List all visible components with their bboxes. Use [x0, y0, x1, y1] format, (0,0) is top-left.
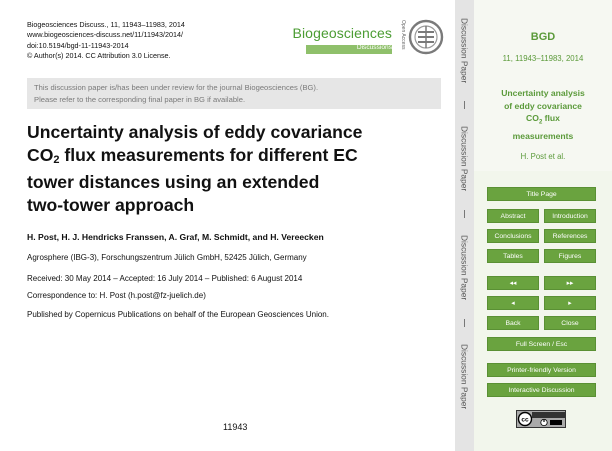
volume-reference: 11, 11943–11983, 2014 [502, 54, 584, 63]
panel-title [474, 87, 612, 142]
discussion-paper-label: Discussion Paper [459, 235, 470, 301]
page-number: 11943 [223, 422, 248, 432]
license-line: © Author(s) 2014. CC Attribution 3.0 License. [27, 51, 171, 61]
title-line: Uncertainty analysis of eddy covariance [27, 122, 363, 142]
title-line: tower distances using an extended [27, 172, 320, 193]
journal-url[interactable]: www.biogeosciences-discuss.net/11/11943/2014/ [27, 30, 183, 40]
review-notice-line: Please refer to the corresponding final paper in BG if available. [34, 95, 246, 104]
abstract-button[interactable]: Abstract [487, 209, 539, 223]
journal-logo [292, 18, 450, 58]
full-screen-button[interactable]: Full Screen / Esc [487, 337, 596, 351]
printer-friendly-button[interactable]: Printer-friendly Version [487, 363, 596, 377]
strip-separator [464, 101, 465, 109]
close-button[interactable]: Close [544, 316, 596, 330]
back-button[interactable]: Back [487, 316, 539, 330]
discussion-paper-strip [455, 0, 474, 451]
creative-commons-icon[interactable] [516, 410, 566, 428]
previous-page-button[interactable]: ◂ [487, 296, 539, 310]
doi: doi:10.5194/bgd-11-11943-2014 [27, 40, 129, 50]
received-dates: Received: 30 May 2014 – Accepted: 16 July 2014 – Published: 6 August 2014 [27, 274, 303, 283]
citation-meta [27, 20, 185, 62]
panel-authors: H. Post et al. [520, 152, 566, 161]
journal-subtitle: Discussions [356, 44, 392, 51]
discussion-paper-label: Discussion Paper [459, 18, 470, 84]
svg-text:cc: cc [521, 416, 529, 424]
references-button[interactable]: References [544, 229, 596, 243]
journal-abbreviation: BGD [530, 31, 556, 43]
open-access-label [395, 18, 405, 58]
egu-logo-icon [408, 18, 444, 56]
title-co: CO [27, 144, 54, 165]
citation-line: Biogeosciences Discuss., 11, 11943–11983, 2014 [27, 20, 185, 29]
paper-title [27, 121, 362, 216]
title-line: two-tower approach [27, 194, 195, 215]
panel-header [474, 0, 612, 171]
open-access-text: Open Access [400, 20, 406, 50]
first-page-button[interactable]: ◂◂ [487, 276, 539, 290]
review-notice-line: This discussion paper is/has been under review for the journal Biogeosciences (BG). [34, 83, 319, 92]
authors: H. Post, H. J. Hendricks Franssen, A. Graf, M. Schmidt, and H. Vereecken [27, 232, 324, 242]
panel-title-line: Uncertainty analysis [501, 88, 585, 98]
figures-button[interactable]: Figures [544, 249, 596, 263]
affiliation: Agrosphere (IBG-3), Forschungszentrum Jülich GmbH, 52425 Jülich, Germany [27, 253, 307, 262]
title-page-button[interactable]: Title Page [487, 187, 596, 201]
title-rest: flux measurements for different EC [59, 144, 358, 165]
title-subscript: 2 [53, 153, 60, 166]
last-page-button[interactable]: ▸▸ [544, 276, 596, 290]
interactive-discussion-button[interactable]: Interactive Discussion [487, 383, 596, 397]
panel-title-line: of eddy covariance [504, 100, 582, 111]
journal-name: Biogeosciences [292, 25, 392, 41]
next-page-button[interactable]: ▸ [544, 296, 596, 310]
introduction-button[interactable]: Introduction [544, 209, 596, 223]
navigation-panel [474, 0, 612, 451]
panel-title-line: $CO_2$ flux [526, 113, 560, 126]
title-line [27, 144, 362, 172]
strip-separator [464, 319, 465, 327]
strip-separator [464, 210, 465, 218]
panel-title-line: measurements [512, 130, 574, 141]
discussion-paper-label: Discussion Paper [459, 344, 470, 410]
review-notice [27, 78, 441, 109]
publisher-note: Published by Copernicus Publications on behalf of the European Geosciences Union. [27, 310, 329, 319]
conclusions-button[interactable]: Conclusions [487, 229, 539, 243]
discussion-paper-label: Discussion Paper [459, 126, 470, 192]
correspondence: Correspondence to: H. Post (h.post@fz-juelich.de) [27, 291, 206, 300]
tables-button[interactable]: Tables [487, 249, 539, 263]
